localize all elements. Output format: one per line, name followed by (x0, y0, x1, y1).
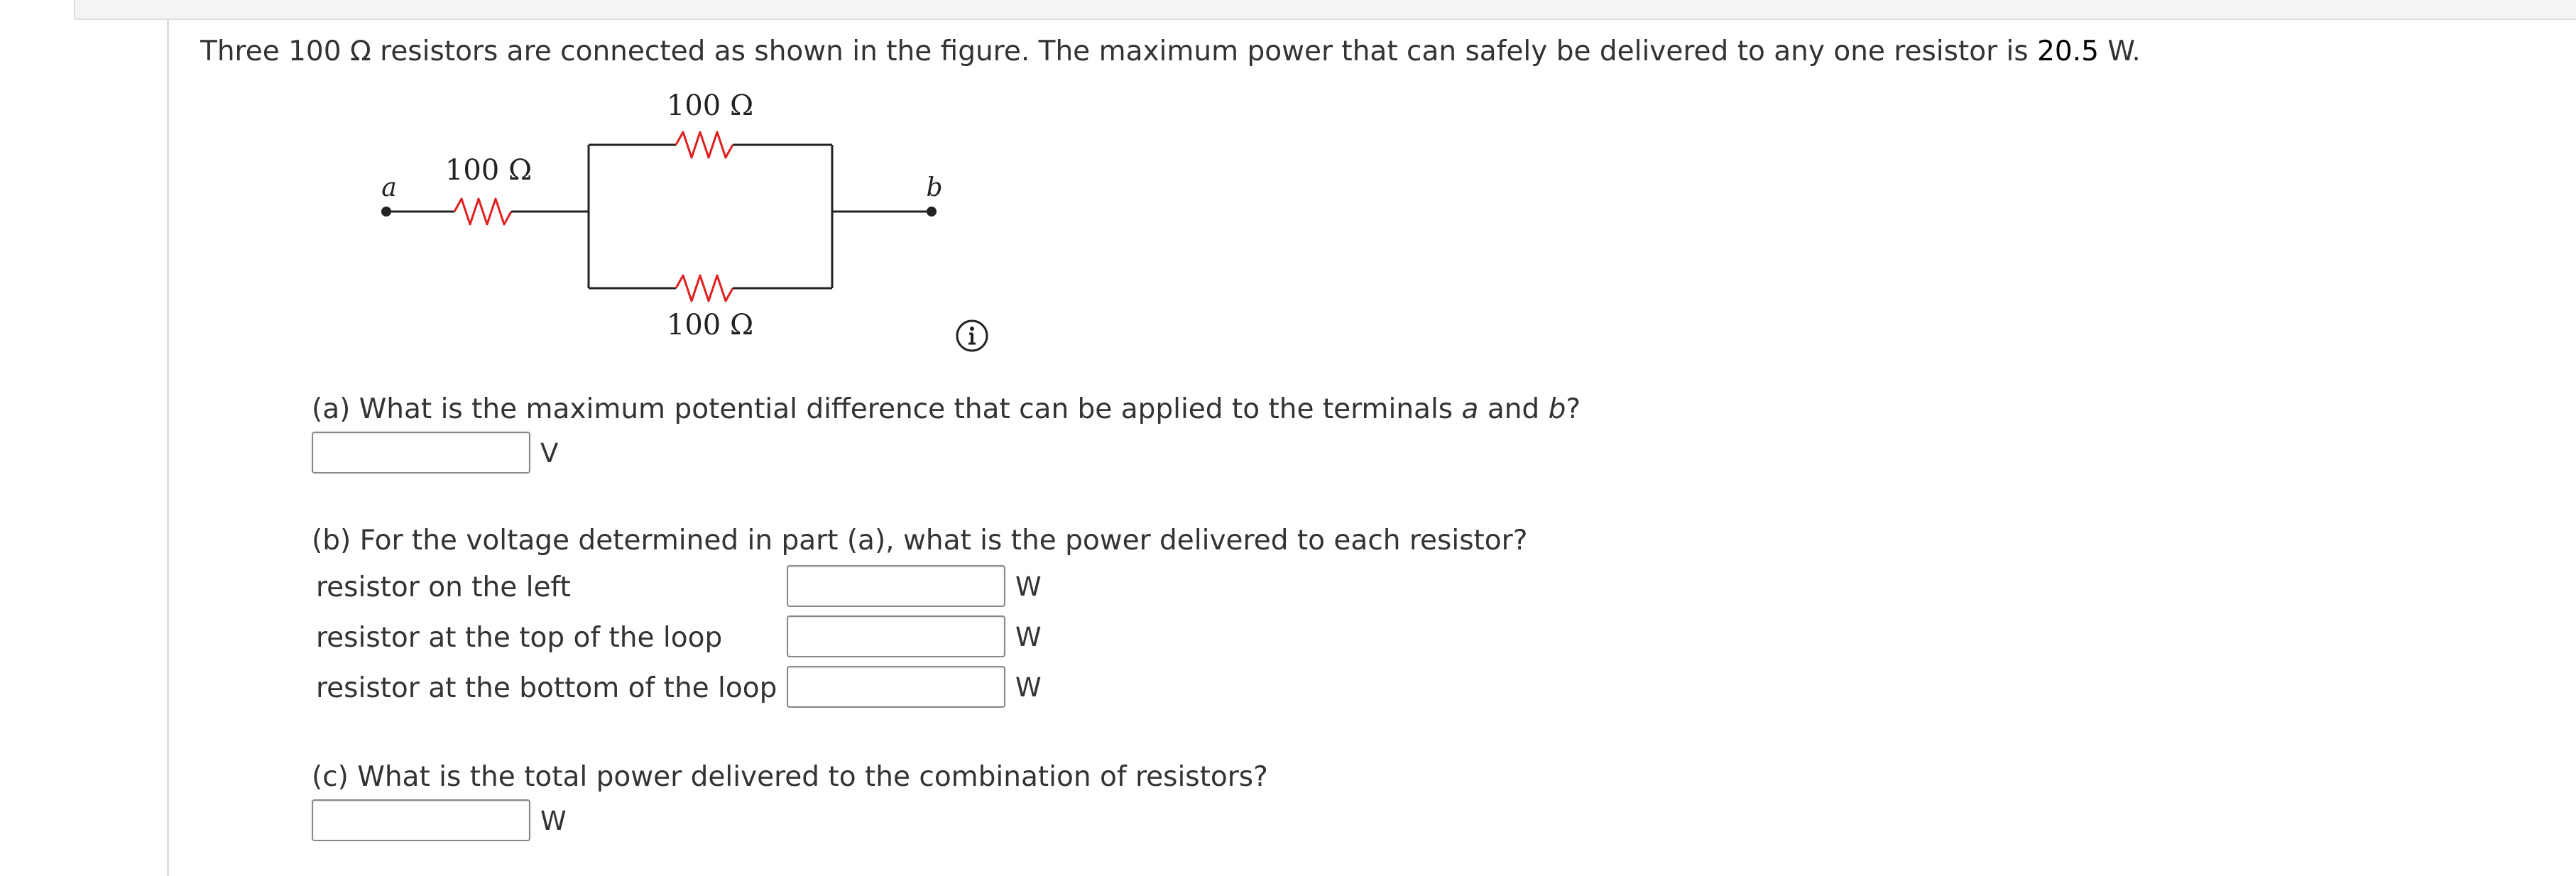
bottom-resistor-power-input[interactable] (787, 666, 1005, 708)
terminal-b-label: b (926, 173, 943, 202)
part-a-voltage-input[interactable] (312, 432, 530, 473)
top-panel-strip (74, 0, 2576, 20)
top-resistor-power-input[interactable] (787, 615, 1005, 657)
part-a-var-b: b (1548, 393, 1566, 425)
left-resistor-power-input[interactable] (787, 565, 1005, 607)
part-a-question-end: ? (1566, 393, 1581, 425)
terminal-b-dot (927, 207, 937, 217)
left-resistor-label: 100 Ω (444, 154, 533, 187)
terminal-a-dot (381, 207, 391, 217)
part-c-total-power-input[interactable] (312, 799, 530, 841)
part-b-row-label-top: resistor at the top of the loop (316, 622, 723, 654)
content-left-rule (167, 18, 169, 876)
part-c-unit: W (540, 806, 567, 836)
max-power-value: 20.5 (2037, 35, 2099, 67)
terminal-a-label: a (381, 173, 397, 202)
part-a-question (312, 395, 1581, 423)
top-resistor-label: 100 Ω (666, 89, 754, 122)
part-b-row-label-left: resistor on the left (316, 571, 571, 603)
circuit-diagram (355, 71, 994, 348)
problem-statement (200, 35, 2141, 67)
part-b-row-label-bottom: resistor at the bottom of the loop (316, 672, 777, 704)
part-b-question: (b) For the voltage determined in part (a), what is the power delivered to each resistor? (312, 525, 1528, 557)
bottom-resistor-zigzag (676, 275, 733, 301)
part-a-unit: V (540, 438, 559, 469)
bottom-resistor-label: 100 Ω (666, 309, 754, 341)
left-resistor-power-unit: W (1015, 571, 1042, 602)
part-a-question-mid: and (1478, 393, 1549, 425)
bottom-resistor-power-unit: W (1015, 672, 1042, 703)
info-icon[interactable] (954, 318, 990, 354)
top-resistor-power-unit: W (1015, 622, 1042, 652)
problem-intro: Three 100 Ω resistors are connected as shown in the figure. The maximum power that can safely be delivered to any one resistor is (200, 35, 2038, 67)
part-a-question-text: (a) What is the maximum potential difference that can be applied to the terminals (312, 393, 1462, 425)
max-power-unit: W. (2098, 35, 2141, 67)
part-a-var-a: a (1461, 393, 1479, 425)
top-resistor-zigzag (676, 132, 733, 158)
left-resistor-zigzag (454, 199, 511, 224)
part-c-question: (c) What is the total power delivered to the combination of resistors? (312, 761, 1268, 793)
